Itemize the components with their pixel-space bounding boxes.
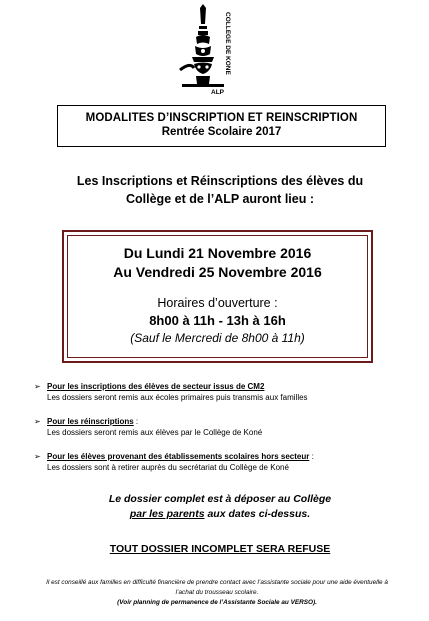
- bullet-title-suffix: :: [133, 417, 139, 426]
- arrow-bullet-icon: ➢: [34, 382, 41, 391]
- college-logo: [176, 4, 244, 96]
- date-from: Du Lundi 21 Novembre 2016: [123, 245, 312, 261]
- footnote-line-3: (Voir planning de permanence de l’Assistante Sociale au VERSO).: [117, 599, 317, 606]
- college-emblem-icon: [176, 4, 244, 96]
- list-item: [34, 381, 414, 403]
- bullet-title: Pour les élèves provenant des établissements scolaires hors secteur: [47, 452, 310, 461]
- header-title: MODALITES D’INSCRIPTION ET REINSCRIPTION: [85, 112, 358, 124]
- intro-line-2: Collège et de l’ALP auront lieu :: [126, 192, 314, 206]
- bullet-title-suffix: :: [309, 452, 314, 461]
- bullet-text: Les dossiers sont à retirer auprès du secrétariat du Collège de Koné: [47, 463, 289, 472]
- complete-file-notice: [60, 492, 380, 522]
- hours-times: 8h00 à 11h - 13h à 16h: [149, 313, 286, 328]
- hours-label: Horaires d’ouverture :: [157, 296, 278, 310]
- dates-box: [62, 230, 373, 363]
- bullet-title: Pour les réinscriptions: [47, 417, 134, 426]
- arrow-bullet-icon: ➢: [34, 417, 41, 426]
- bullet-text: Les dossiers seront remis aux élèves par le Collège de Koné: [47, 428, 263, 437]
- footnote-line-2: l’achat du trousseau scolaire.: [175, 589, 259, 596]
- hours-note: (Sauf le Mercredi de 8h00 à 11h): [130, 331, 305, 345]
- footnote-line-1: Il est conseillé aux familles en difficulté financière de prendre contact avec l’assistante sociale pour une aide éventuelle à: [46, 579, 388, 586]
- complete-parents-text: par les parents: [129, 508, 205, 520]
- bullet-list: [34, 381, 414, 486]
- bullet-title: Pour les inscriptions des élèves de secteur issus de CM2: [47, 382, 265, 391]
- bullet-text: Les dossiers seront remis aux écoles primaires puis transmis aux familles: [47, 393, 308, 402]
- intro-text: [40, 172, 400, 208]
- complete-line-2-rest: aux dates ci-dessus.: [204, 508, 311, 520]
- dates-inner-frame: [67, 235, 368, 358]
- logo-alp-text: ALP: [211, 89, 224, 96]
- logo-college-text: COLLEGE DE KONE: [224, 12, 231, 75]
- list-item: [34, 451, 414, 473]
- header-subtitle: Rentrée Scolaire 2017: [161, 126, 282, 138]
- date-to: Au Vendredi 25 Novembre 2016: [113, 264, 322, 280]
- footnote: [18, 578, 416, 608]
- arrow-bullet-icon: ➢: [34, 452, 41, 461]
- list-item: [34, 416, 414, 438]
- intro-line-1: Les Inscriptions et Réinscriptions des élèves du: [76, 174, 364, 188]
- complete-line-1: Le dossier complet est à déposer au Collège: [108, 493, 332, 505]
- incomplete-refused-notice: TOUT DOSSIER INCOMPLET SERA REFUSE: [109, 543, 331, 555]
- header-box: [57, 105, 386, 147]
